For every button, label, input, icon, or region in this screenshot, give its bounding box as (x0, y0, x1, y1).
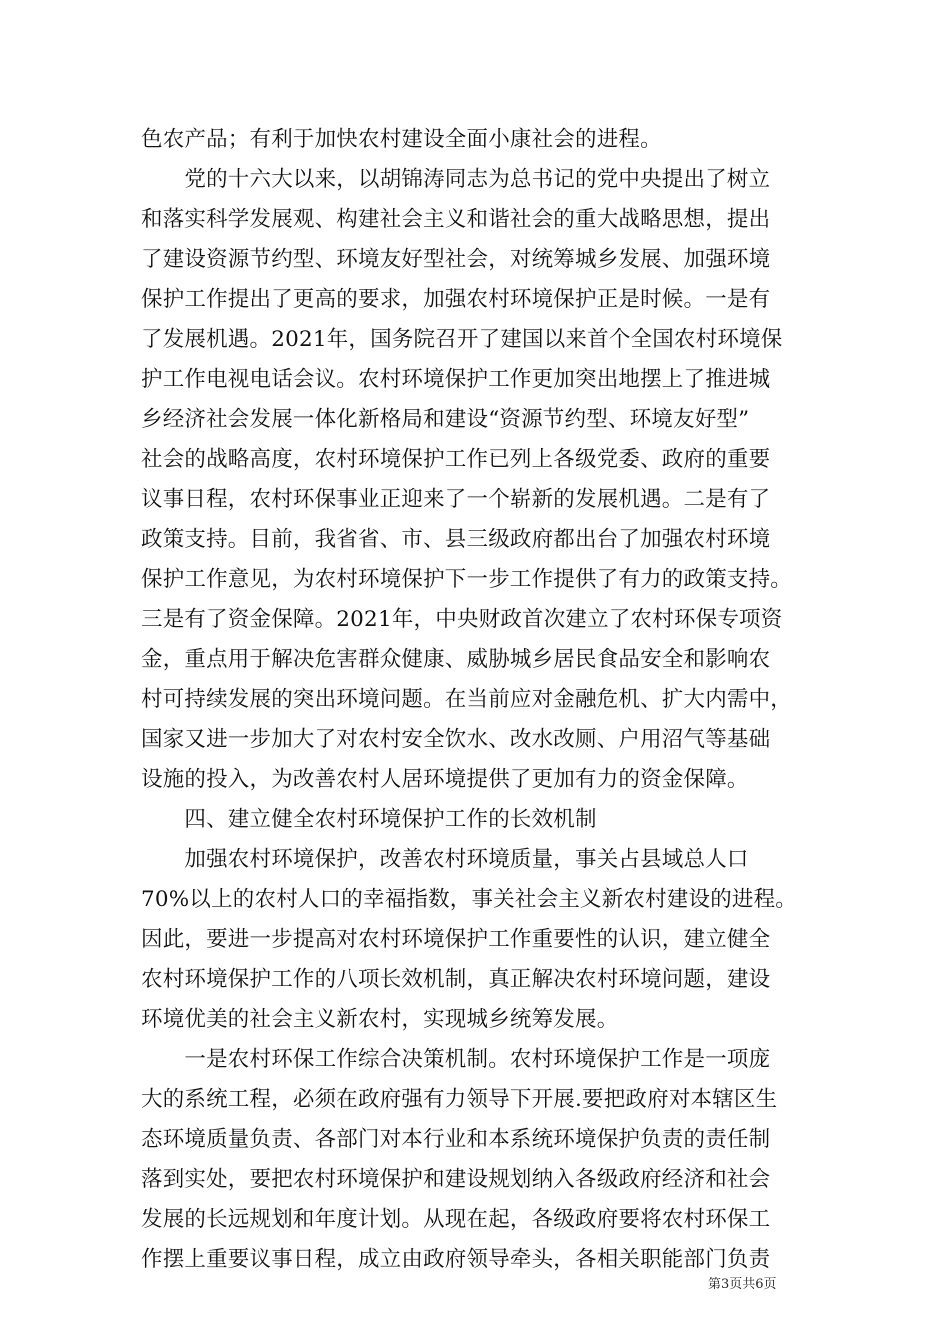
text-line: 保护工作意见，为农村环境保护下一步工作提供了有力的政策支持。 (141, 567, 793, 592)
text-line: 色农产品；有利于加快农村建设全面小康社会的进程。 (141, 127, 662, 152)
text-line: 金，重点用于解决危害群众健康、威胁城乡居民食品安全和影响农 (141, 647, 771, 672)
text-line: 了发展机遇。2021年，国务院召开了建国以来首个全国农村环境保 (141, 327, 783, 352)
text-line: 一是农村环保工作综合决策机制。农村环境保护工作是一项庞 (141, 1047, 771, 1072)
text-line: 设施的投入，为改善农村人居环境提供了更加有力的资金保障。 (141, 767, 749, 792)
text-line: 加强农村环境保护，改善农村环境质量，事关占县域总人口 (141, 847, 749, 872)
text-line: 护工作电视电话会议。农村环境保护工作更加突出地摆上了推进城 (141, 367, 771, 392)
page-number-footer: 第3页共6页 (708, 1277, 777, 1292)
text-line: 议事日程，农村环保事业正迎来了一个崭新的发展机遇。二是有了 (141, 487, 771, 512)
text-line: 发展的长远规划和年度计划。从现在起，各级政府要将农村环保工 (141, 1207, 771, 1232)
text-line: 乡经济社会发展一体化新格局和建设“资源节约型、环境友好型” (141, 407, 750, 432)
section-heading: 四、建立健全农村环境保护工作的长效机制 (141, 807, 597, 832)
text-line: 农村环境保护工作的八项长效机制，真正解决农村环境问题，建设 (141, 967, 771, 992)
text-line: 70%以上的农村人口的幸福指数，事关社会主义新农村建设的进程。 (141, 887, 797, 912)
text-line: 村可持续发展的突出环境问题。在当前应对金融危机、扩大内需中， (141, 687, 793, 712)
text-line: 了建设资源节约型、环境友好型社会，对统筹城乡发展、加强环境 (141, 247, 771, 272)
text-line: 态环境质量负责、各部门对本行业和本系统环境保护负责的责任制 (141, 1127, 771, 1152)
text-line: 政策支持。目前，我省省、市、县三级政府都出台了加强农村环境 (141, 527, 771, 552)
text-line: 大的系统工程，必须在政府强有力领导下开展.要把政府对本辖区生 (141, 1087, 778, 1112)
text-line: 因此，要进一步提高对农村环境保护工作重要性的认识，建立健全 (141, 927, 771, 952)
text-line: 党的十六大以来，以胡锦涛同志为总书记的党中央提出了树立 (141, 167, 771, 192)
text-line: 保护工作提出了更高的要求，加强农村环境保护正是时候。一是有 (141, 287, 771, 312)
text-line: 环境优美的社会主义新农村，实现城乡统筹发展。 (141, 1007, 619, 1032)
text-line: 国家又进一步加大了对农村安全饮水、改水改厕、户用沼气等基础 (141, 727, 771, 752)
document-body (141, 120, 809, 1280)
text-line: 三是有了资金保障。2021年，中央财政首次建立了农村环保专项资 (141, 607, 783, 632)
text-line: 作摆上重要议事日程，成立由政府领导牵头，各相关职能部门负责 (141, 1247, 771, 1272)
text-line: 社会的战略高度，农村环境保护工作已列上各级党委、政府的重要 (141, 447, 771, 472)
text-line: 落到实处，要把农村环境保护和建设规划纳入各级政府经济和社会 (141, 1167, 771, 1192)
text-line: 和落实科学发展观、构建社会主义和谐社会的重大战略思想，提出 (141, 207, 771, 232)
